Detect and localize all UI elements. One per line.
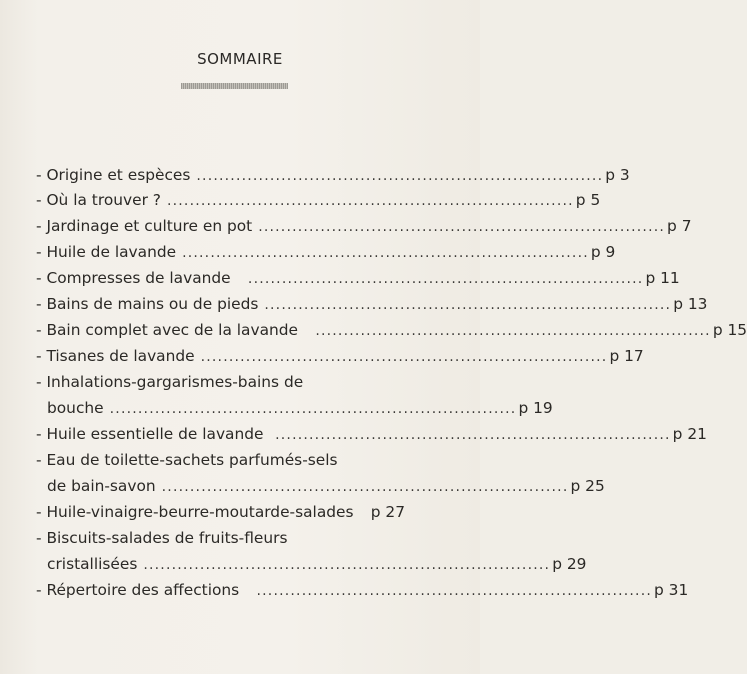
toc-entry-title: - Huile de lavande — [36, 243, 177, 261]
toc-entry-page: p 25 — [570, 477, 605, 495]
toc-entry — [36, 370, 405, 394]
toc-entry-page: p 11 — [645, 269, 680, 287]
toc-entry-title: de bain-savon — [47, 477, 156, 495]
toc-entry-title: - Bains de mains ou de pieds — [36, 295, 259, 313]
toc-entry-title: - Compresses de lavande — [36, 269, 231, 287]
toc-entry-page: p 17 — [609, 347, 644, 365]
table-of-contents — [0, 163, 747, 663]
toc-entry — [36, 578, 689, 602]
toc-leader-dots: ........................................................................ — [161, 479, 569, 495]
toc-leader-dots: ........................................................................ — [109, 401, 517, 417]
toc-entry-title: - Eau de toilette-sachets parfumés-sels — [36, 451, 338, 469]
toc-leader-dots: ...................................................................... — [269, 427, 671, 443]
toc-entry-page: p 13 — [673, 295, 708, 313]
toc-leader-dots: ........................................................................ — [264, 297, 672, 313]
toc-entry — [36, 214, 692, 238]
toc-entry — [36, 422, 707, 446]
toc-entry-page: p 9 — [590, 243, 616, 261]
toc-entry — [36, 526, 405, 550]
toc-entry-title: - Huile essentielle de lavande — [36, 425, 264, 443]
toc-entry-title: - Origine et espèces — [36, 166, 191, 184]
toc-entry-title: - Répertoire des affections — [36, 581, 240, 599]
toc-entry-continuation — [47, 474, 605, 498]
toc-leader-dots: ........................................................................ — [200, 349, 608, 365]
toc-entry-page: p 5 — [575, 191, 601, 209]
toc-entry — [36, 500, 405, 524]
toc-entry-page: p 7 — [667, 217, 692, 235]
toc-entry-continuation — [47, 552, 587, 576]
toc-entry — [36, 344, 644, 368]
toc-entry — [36, 266, 680, 290]
toc-entry-title: - Huile-vinaigre-beurre-moutarde-salades — [36, 503, 354, 521]
toc-entry-page: p 19 — [518, 399, 553, 417]
toc-entry-title: - Jardinage et culture en pot — [36, 217, 253, 235]
toc-entry-title: - Tisanes de lavande — [36, 347, 195, 365]
toc-leader-dots: ........................................................................ — [143, 557, 551, 573]
toc-entry-page: p 27 — [370, 503, 405, 521]
toc-entry-page: p 31 — [654, 581, 689, 599]
toc-entry-continuation — [47, 396, 553, 420]
toc-leader-dots: ...................................................................... — [245, 583, 653, 599]
title-underline-ornament — [181, 83, 288, 89]
toc-entry-title: cristallisées — [47, 555, 138, 573]
toc-entry-page: p 21 — [672, 425, 707, 443]
toc-leader-dots: ...................................................................... — [304, 323, 711, 339]
toc-entry-page: p 3 — [605, 166, 630, 184]
toc-entry — [36, 163, 630, 187]
toc-leader-dots: ...................................................................... — [236, 271, 644, 287]
toc-entry — [36, 318, 747, 342]
page-title: SOMMAIRE — [197, 50, 283, 68]
toc-entry — [36, 292, 708, 316]
toc-entry — [36, 188, 601, 212]
toc-entry-title: - Bain complet avec de la lavande — [36, 321, 299, 339]
toc-leader-dots: ........................................................................ — [166, 193, 574, 209]
toc-entry — [36, 448, 405, 472]
toc-entry-title: - Biscuits-salades de fruits-fleurs — [36, 529, 288, 547]
toc-entry-page: p 29 — [552, 555, 587, 573]
toc-leader-dots: ........................................................................ — [182, 245, 589, 261]
toc-entry-page: p 15 — [712, 321, 747, 339]
toc-entry-title: - Où la trouver ? — [36, 191, 161, 209]
toc-entry — [36, 240, 616, 264]
toc-entry-title: bouche — [47, 399, 104, 417]
toc-leader-dots: ........................................................................ — [258, 219, 666, 235]
toc-entry-title: - Inhalations-gargarismes-bains de — [36, 373, 304, 391]
toc-leader-dots: ........................................................................ — [196, 168, 604, 184]
